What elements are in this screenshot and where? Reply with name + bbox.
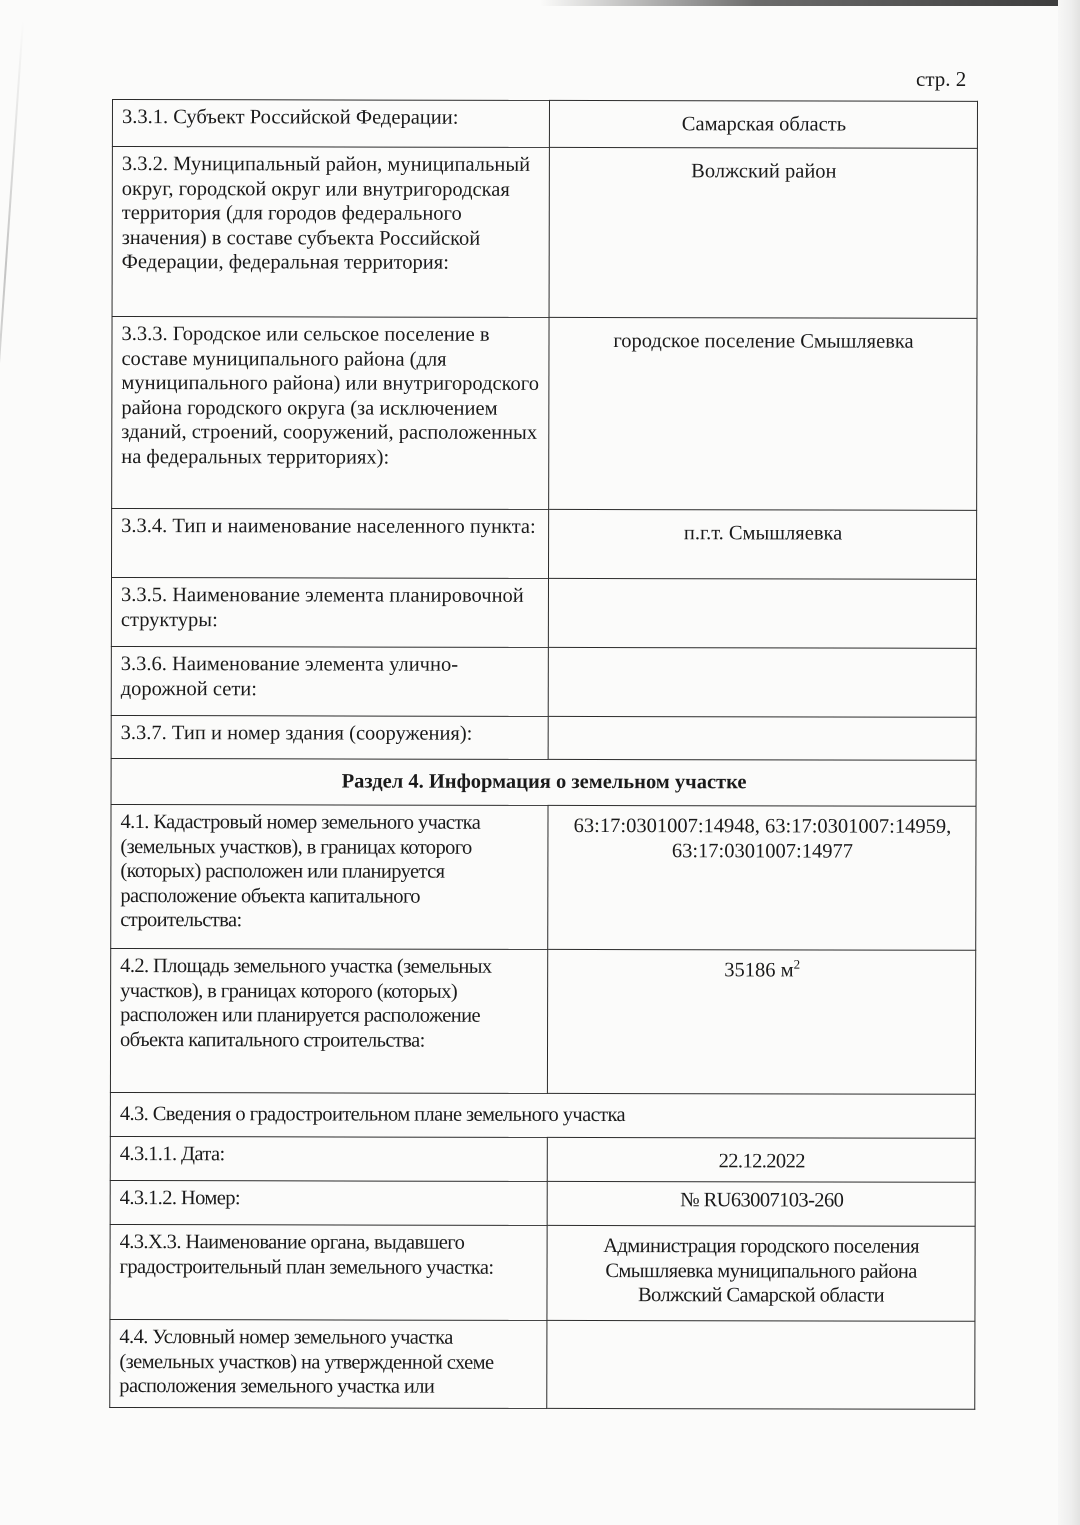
area-unit-exponent: 2: [793, 956, 801, 972]
row-label: 3.3.7. Тип и номер здания (сооружения):: [111, 715, 548, 759]
row-label: 3.3.1. Субъект Российской Федерации:: [112, 100, 549, 148]
row-value: п.г.т. Смышляевка: [548, 509, 976, 579]
table-row-gpzu-issuer: [110, 1224, 975, 1321]
row-value: [548, 716, 976, 760]
row-label: 4.3.X.3. Наименование органа, выдавшего градостроительный план земельного участка:: [110, 1224, 547, 1320]
table-row-building-number: [111, 715, 976, 760]
row-value: Самарская область: [549, 100, 977, 148]
row-label: 4.3.1.1. Дата:: [110, 1136, 547, 1181]
scan-artifact-line: [0, 20, 24, 519]
row-value: [548, 647, 976, 717]
row-label: 3.3.4. Тип и наименование населенного пункта:: [111, 509, 548, 579]
table-row-street-network: [111, 646, 976, 717]
scan-edge-shadow: [540, 0, 1080, 6]
row-value: [547, 1320, 975, 1409]
row-label: 3.3.3. Городское или сельское поселение в составе муниципального района (для муниципального района) или внутригородского района городского округа (за исключением зданий, строений, сооружений, расположенных на федеральных территориях):: [112, 317, 549, 510]
table-row-locality: [111, 509, 976, 580]
table-row-gpzu-date: [110, 1136, 975, 1182]
permit-form-table: [109, 99, 978, 1410]
row-label: 4.3.1.2. Номер:: [110, 1180, 547, 1225]
table-row-land-area: [110, 948, 975, 1094]
gpzu-header-row: [110, 1092, 975, 1138]
gpzu-number-value: № RU63007103-260: [547, 1181, 975, 1226]
scan-page-edge: [1058, 0, 1080, 1525]
row-label: 3.3.6. Наименование элемента улично-дорожной сети:: [111, 646, 548, 716]
row-value: городское поселение Смышляевка: [549, 317, 977, 510]
land-area-number: 35186 м: [724, 959, 794, 982]
table-row-subject: [112, 100, 977, 149]
row-value: [548, 578, 976, 648]
gpzu-section-title: 4.3. Сведения о градостроительном плане земельного участка: [110, 1092, 975, 1138]
gpzu-date-value: 22.12.2022: [547, 1137, 975, 1182]
row-value: Волжский район: [549, 147, 977, 318]
row-label: 4.2. Площадь земельного участка (земельных участков), в границах которого (которых) расположен или планируется расположение объекта капитального строительства:: [110, 948, 547, 1093]
row-label: 4.4. Условный номер земельного участка (земельных участков) на утвержденной схеме расположения земельного участка или: [110, 1319, 547, 1408]
table-row-planning-structure: [111, 578, 976, 649]
table-row-conditional-number: [110, 1319, 975, 1409]
row-label: 4.1. Кадастровый номер земельного участка (земельных участков), в границах которого (которых) расположен или планируется расположение объекта капитального строительства:: [111, 804, 548, 949]
table-row-cadastral-number: [111, 804, 976, 950]
cadastral-numbers-line-1: 63:17:0301007:14948, 63:17:0301007:14959,: [573, 814, 952, 838]
table-row-settlement: [112, 317, 977, 511]
row-label: 3.3.5. Наименование элемента планировочной структуры:: [111, 578, 548, 648]
cadastral-value: [548, 805, 976, 950]
land-area-value: [547, 949, 975, 1094]
page-number: стр. 2: [916, 67, 967, 91]
table-row-municipal-district: [112, 147, 977, 319]
table-row-gpzu-number: [110, 1180, 975, 1226]
gpzu-issuer-value: Администрация городского поселения Смышляевка муниципального района Волжский Самарской области: [547, 1225, 975, 1321]
section-4-header-row: [111, 758, 976, 806]
row-label: 3.3.2. Муниципальный район, муниципальный округ, городской округ или внутригородская территория (для городов федерального значения) в составе субъекта Российской Федерации, федеральная территория:: [112, 147, 549, 318]
cadastral-numbers-line-2: 63:17:0301007:14977: [671, 839, 853, 863]
section-4-title: Раздел 4. Информация о земельном участке: [111, 758, 976, 806]
